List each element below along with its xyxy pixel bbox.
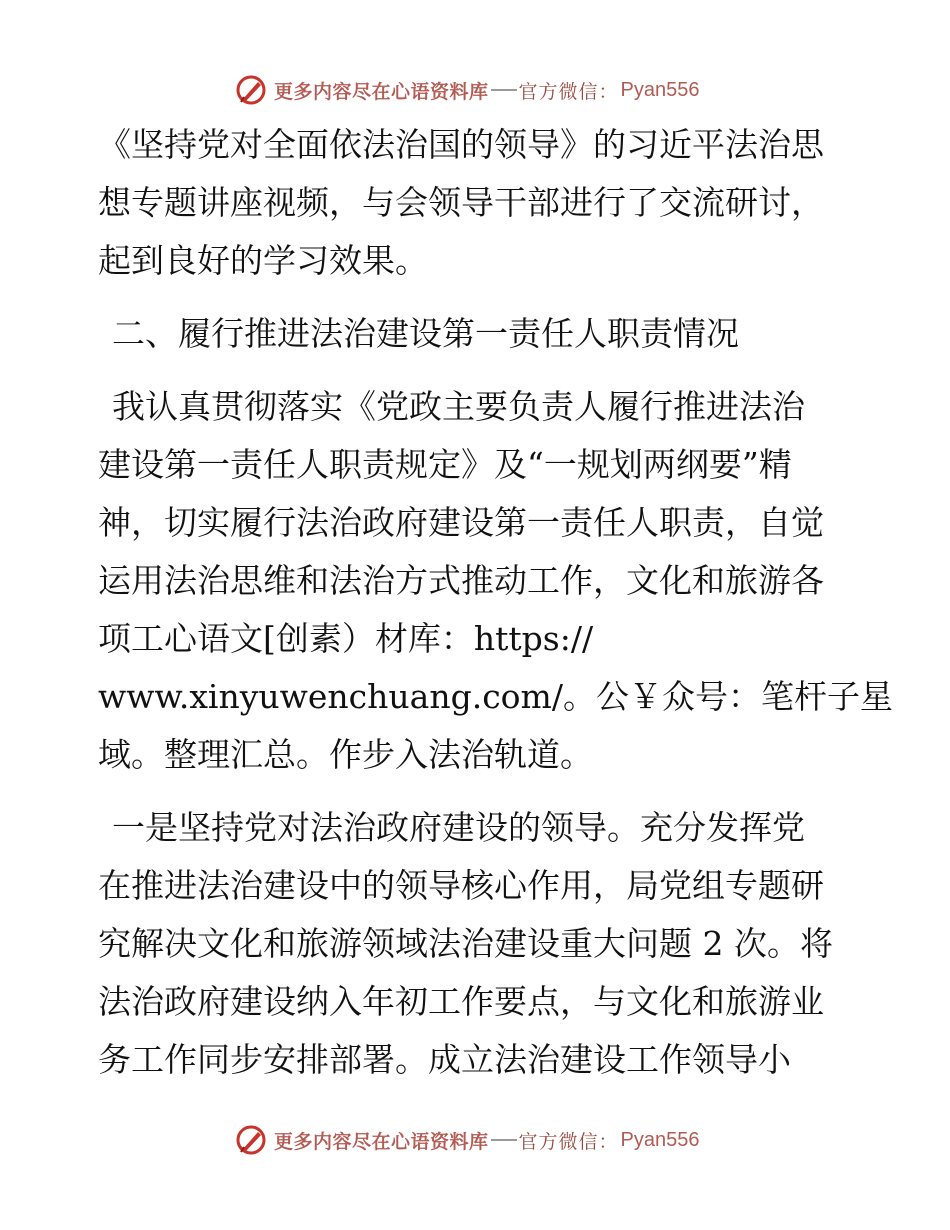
footer-banner (234, 1120, 714, 1160)
banner-wechat-handle: Pyan556 (620, 78, 700, 101)
text-line: 起到良好的学习效果。 (98, 241, 428, 280)
text-line: 运用法治思维和法治方式推动工作，文化和旅游各 (98, 561, 824, 600)
text-line: 一是坚持党对法治政府建设的领导。充分发挥党 (112, 808, 805, 847)
text-line: 域。整理汇总。作步入法治轨道。 (98, 735, 593, 774)
section-heading (98, 305, 858, 363)
text-line: 《坚持党对全面依法治国的领导》的习近平法治思 (98, 125, 824, 164)
text-line: 我认真贯彻落实《党政主要负责人履行推进法治 (112, 387, 805, 426)
quill-pen-logo-icon (234, 73, 268, 107)
text-line: 在推进法治建设中的领导核心作用，局党组专题研 (98, 866, 824, 905)
banner-wechat-handle: Pyan556 (620, 1128, 700, 1151)
banner-promo-text: 更多内容尽在心语资料库 (274, 1130, 489, 1153)
document-body (98, 116, 893, 1104)
paragraph-1 (98, 116, 858, 290)
text-line: 法治政府建设纳入年初工作要点，与文化和旅游业 (98, 982, 824, 1021)
text-line: 项工心语文[创素）材库：https:// (98, 619, 594, 658)
header-banner (234, 70, 714, 110)
text-line: 建设第一责任人职责规定》及“一规划两纲要”精 (98, 445, 792, 484)
banner-official-label: 官方微信： (518, 80, 619, 103)
banner-official-label: 官方微信： (518, 1130, 619, 1153)
paragraph-3 (98, 378, 893, 784)
text-line: 究解决文化和旅游领域法治建设重大问题 2 次。将 (98, 924, 833, 963)
banner-dash (491, 1139, 517, 1141)
paragraph-4 (98, 799, 858, 1089)
text-line: 神，切实履行法治政府建设第一责任人职责，自觉 (98, 503, 824, 542)
text-line: www.xinyuwenchuang.com/。公￥众号：笔杆子星 (98, 677, 893, 716)
text-line: 务工作同步安排部署。成立法治建设工作领导小 (98, 1040, 791, 1079)
text-line: 想专题讲座视频，与会领导干部进行了交流研讨， (98, 183, 824, 222)
banner-promo-text: 更多内容尽在心语资料库 (274, 80, 489, 103)
quill-pen-logo-icon (234, 1123, 268, 1157)
banner-dash (491, 89, 517, 91)
text-line: 二、履行推进法治建设第一责任人职责情况 (112, 314, 739, 353)
